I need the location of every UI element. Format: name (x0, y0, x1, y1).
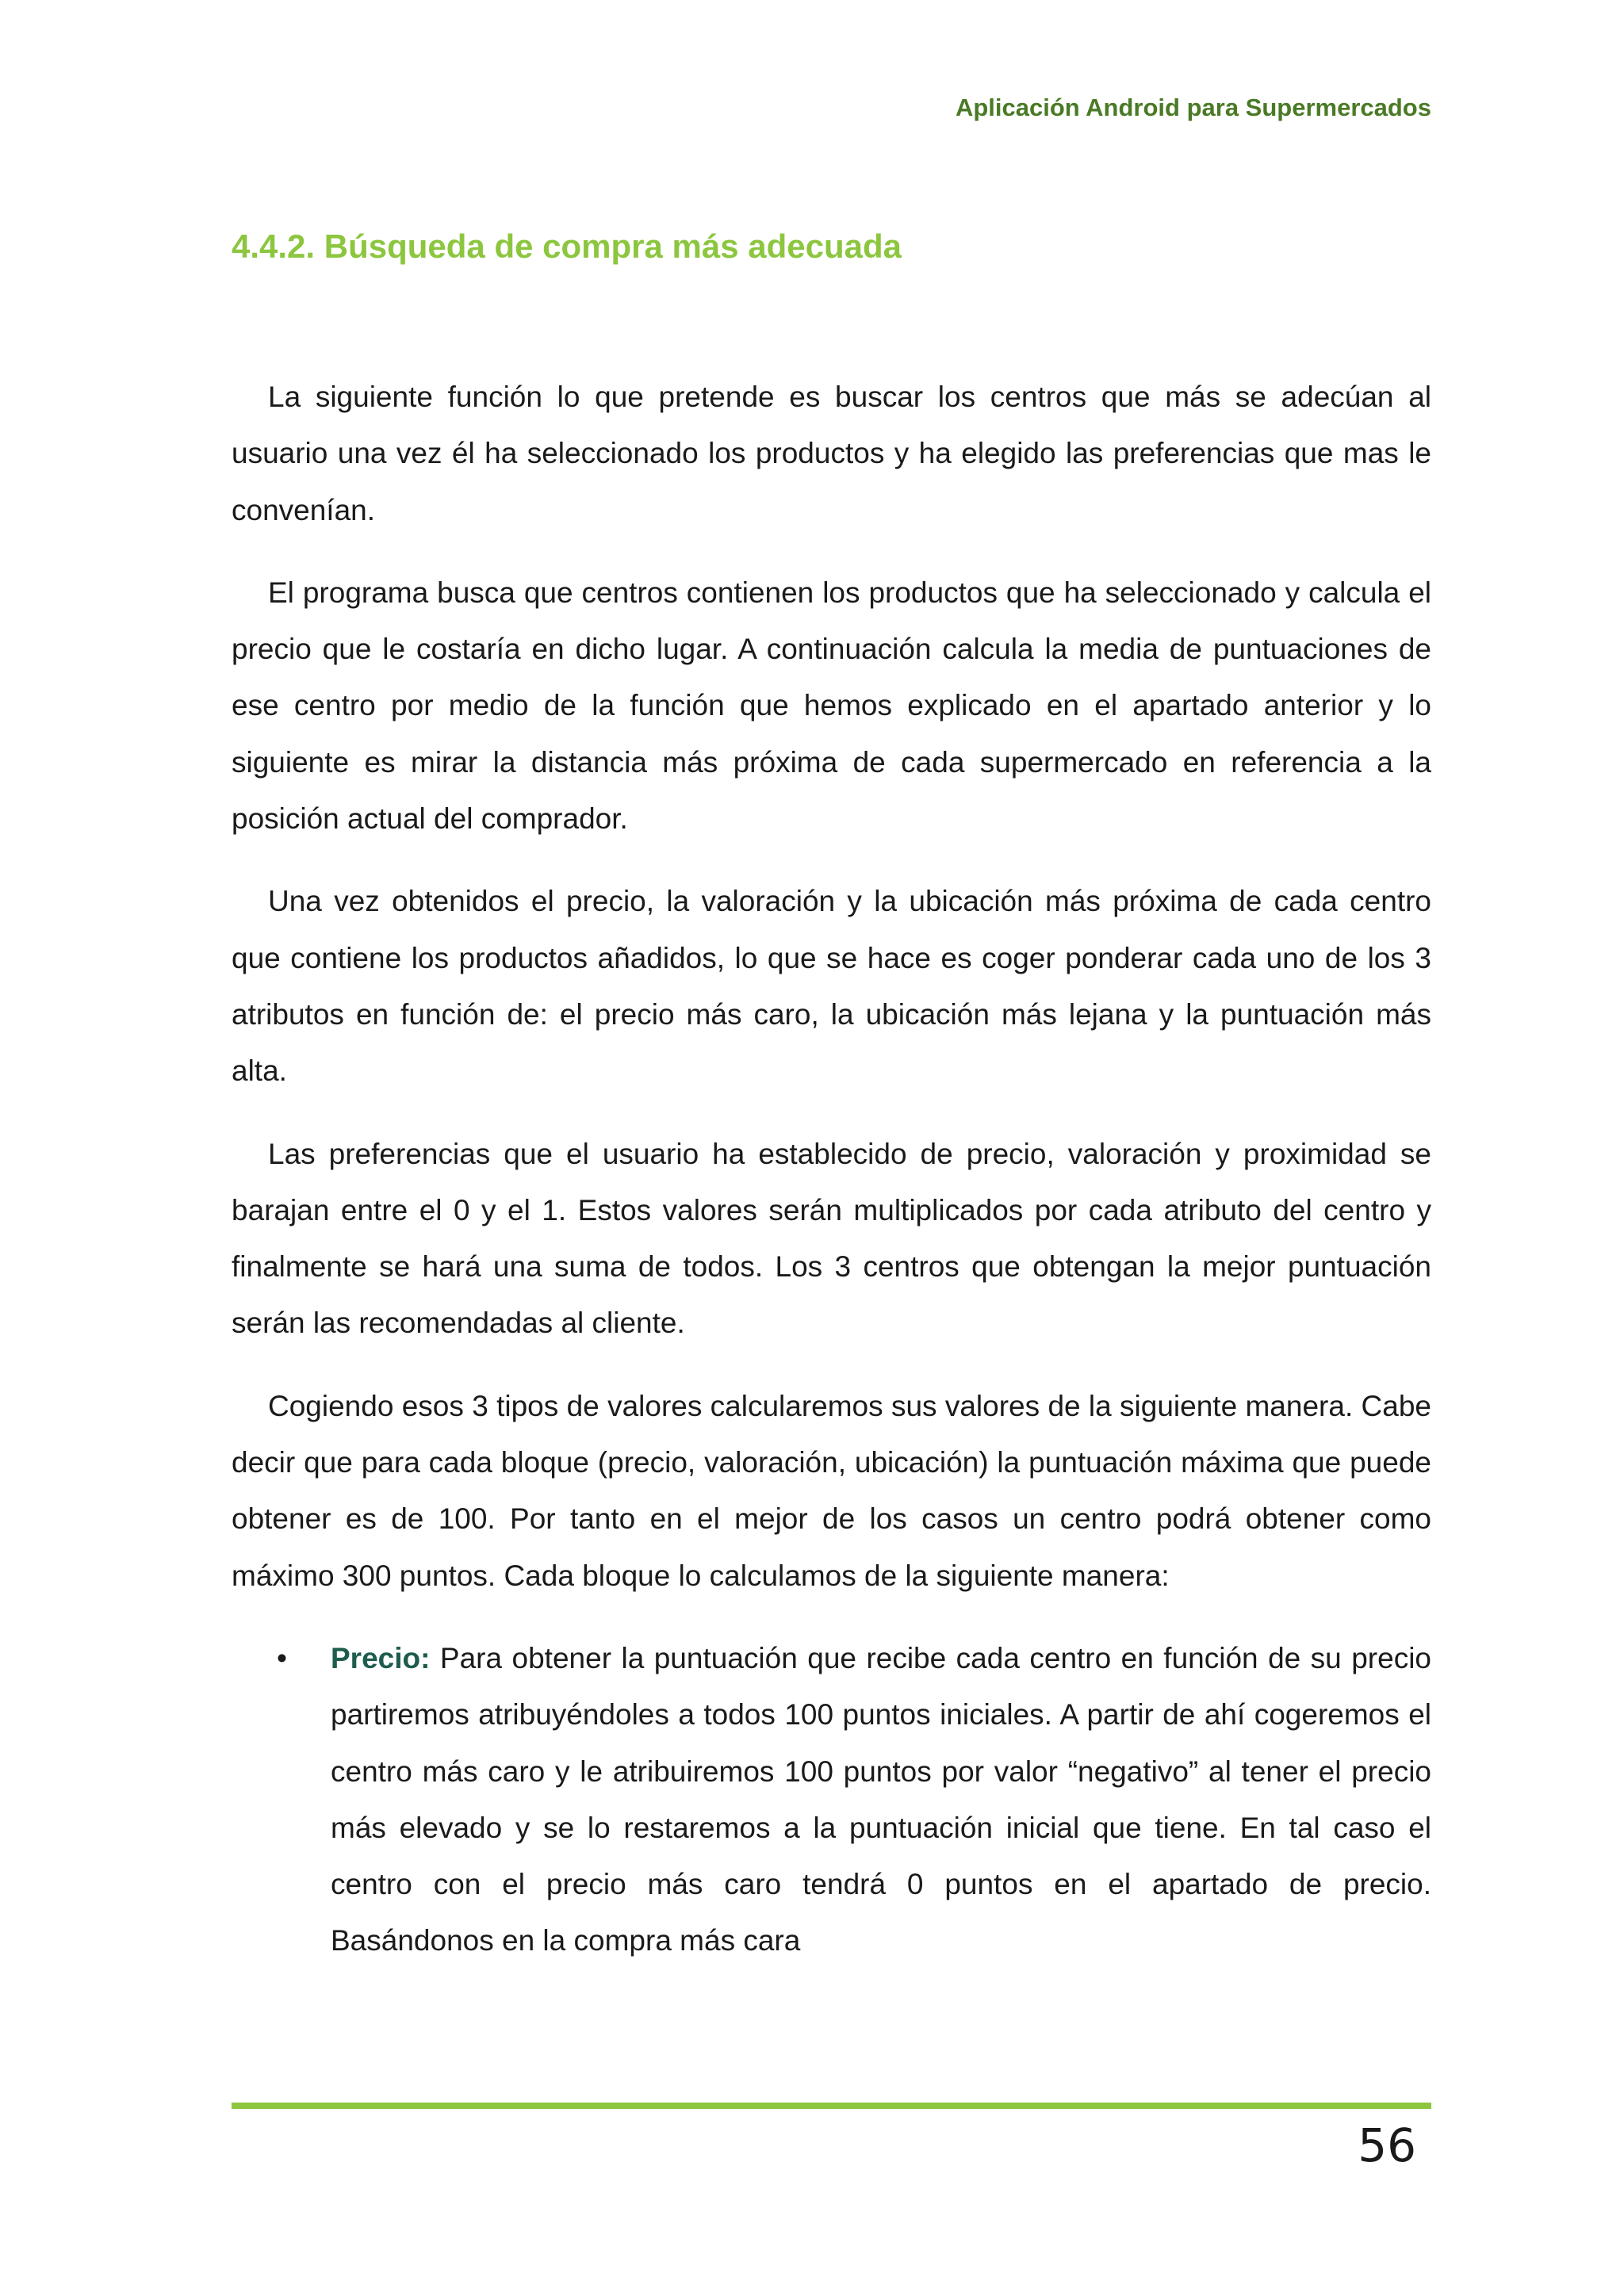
bullet-term: Precio: (331, 1641, 431, 1674)
page-number: 56 (1358, 2118, 1416, 2172)
section-title: 4.4.2. Búsqueda de compra más adecuada (232, 228, 902, 265)
paragraph: Una vez obtenidos el precio, la valoración y la ubicación más próxima de cada centro que contiene los productos añadidos, lo que se hace es coger ponderar cada uno de los 3 atributos en función de: el precio más caro, la ubicación más lejana y la puntuación más alta. (232, 885, 1431, 1088)
bullet-marker: • (277, 1641, 287, 1674)
running-header: Aplicación Android para Supermercados (955, 94, 1431, 121)
footer-rule (232, 2103, 1431, 2109)
bullet-text: Para obtener la puntuación que recibe cada centro en función de su precio partiremos atribuyéndoles a todos 100 puntos iniciales. A partir de ahí cogeremos el centro más caro y le atribuiremos 100 puntos por valor “negativo” al tener el precio más elevado y se lo restaremos a la puntuación inicial que tiene. En tal caso el centro con el precio más caro tendrá 0 puntos en el apartado de precio. Basándonos en la compra más cara (331, 1641, 1431, 1957)
paragraph: Las preferencias que el usuario ha establecido de precio, valoración y proximidad se barajan entre el 0 y el 1. Estos valores serán multiplicados por cada atributo del centro y finalmente se hará una suma de todos. Los 3 centros que obtengan la mejor puntuación serán las recomendadas al cliente. (232, 1137, 1431, 1340)
body-text (232, 369, 1431, 1969)
paragraph: La siguiente función lo que pretende es buscar los centros que más se adecúan al usuario una vez él ha seleccionado los productos y ha elegido las preferencias que mas le convenían. (232, 381, 1431, 526)
paragraph: El programa busca que centros contienen los productos que ha seleccionado y calcula el precio que le costaría en dicho lugar. A continuación calcula la media de puntuaciones de ese centro por medio de la función que hemos explicado en el apartado anterior y lo siguiente es mirar la distancia más próxima de cada supermercado en referencia a la posición actual del comprador. (232, 576, 1431, 836)
paragraph: Cogiendo esos 3 tipos de valores calcularemos sus valores de la siguiente manera. Cabe decir que para cada bloque (precio, valoración, ubicación) la puntuación máxima que puede obtener es de 100. Por tanto en el mejor de los casos un centro podrá obtener como máximo 300 puntos. Cada bloque lo calculamos de la siguiente manera: (232, 1389, 1431, 1592)
bullet-item-precio (277, 1630, 1431, 1969)
